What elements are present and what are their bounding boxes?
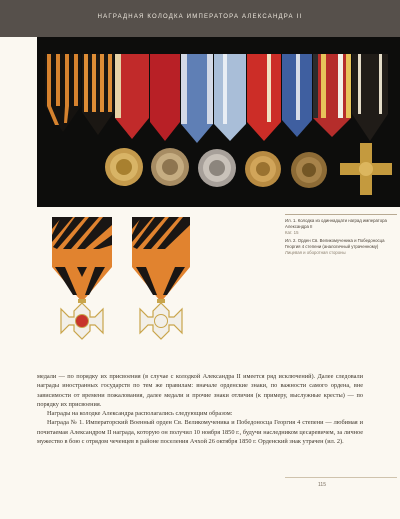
paragraph-1: медали — по порядку их присвоения (в случае с колодкой Александра II имеется ряд исключений). Далее следовали награды иностранных государств по тем же правилам: вначале орденские знаки, по важности самого ордена, вне зависимости от времени пожалования, далее медали и прочие знаки отличия (к примеру, выслужные кресты) — по порядку их присвоения. [37, 373, 363, 408]
caption-divider [285, 214, 397, 215]
caption-1 [285, 218, 397, 236]
paragraph-3: Награда № 1. Императорский Военный орден Св. Великомученика и Победоносца Георгия 4 степени — любимая и почитаемая Александром II награда, которую он получил 10 ноября 1850 г., будучи наследником цесаревичем, за личное мужество в бою с отрядом чеченцев в районе поселения Ачхой 26 октября 1850 г. Орденский знак утрачен (ил. 2). [37, 419, 363, 446]
medal-1 [105, 148, 143, 186]
medal-5 [291, 152, 327, 188]
medal-2 [151, 148, 189, 186]
medal-bar-photo [37, 37, 400, 207]
body-text [37, 372, 363, 446]
caption-column [285, 214, 397, 258]
header-bar [0, 0, 400, 37]
footer-divider [285, 477, 397, 478]
ribbon-blue [181, 54, 213, 143]
caption-2 [285, 238, 397, 256]
paragraph-2: Награды на колодке Александра располагались следующим образом: [47, 410, 233, 418]
caption-1-note: Кат. 15 [285, 230, 299, 235]
caption-2-note: Лицевая и оборотная стороны [285, 250, 346, 255]
caption-2-text: Ил. 2. Орден Св. Великомученика и Победоносца Георгия 4 степени (аналогичный утраченному) [285, 238, 385, 249]
caption-1-text: Ил. 1. Колодка из одиннадцати наград императора Александра II [285, 218, 387, 229]
page-number: 115 [318, 482, 326, 488]
st-george-cross-photo [37, 207, 282, 365]
medal-4 [245, 151, 281, 187]
medal-3 [198, 149, 236, 187]
running-head: НАГРАДНАЯ КОЛОДКА ИМПЕРАТОРА АЛЕКСАНДРА II [97, 14, 303, 20]
ribbon-blue-2 [282, 54, 312, 137]
ribbon-pale-blue [214, 54, 246, 141]
